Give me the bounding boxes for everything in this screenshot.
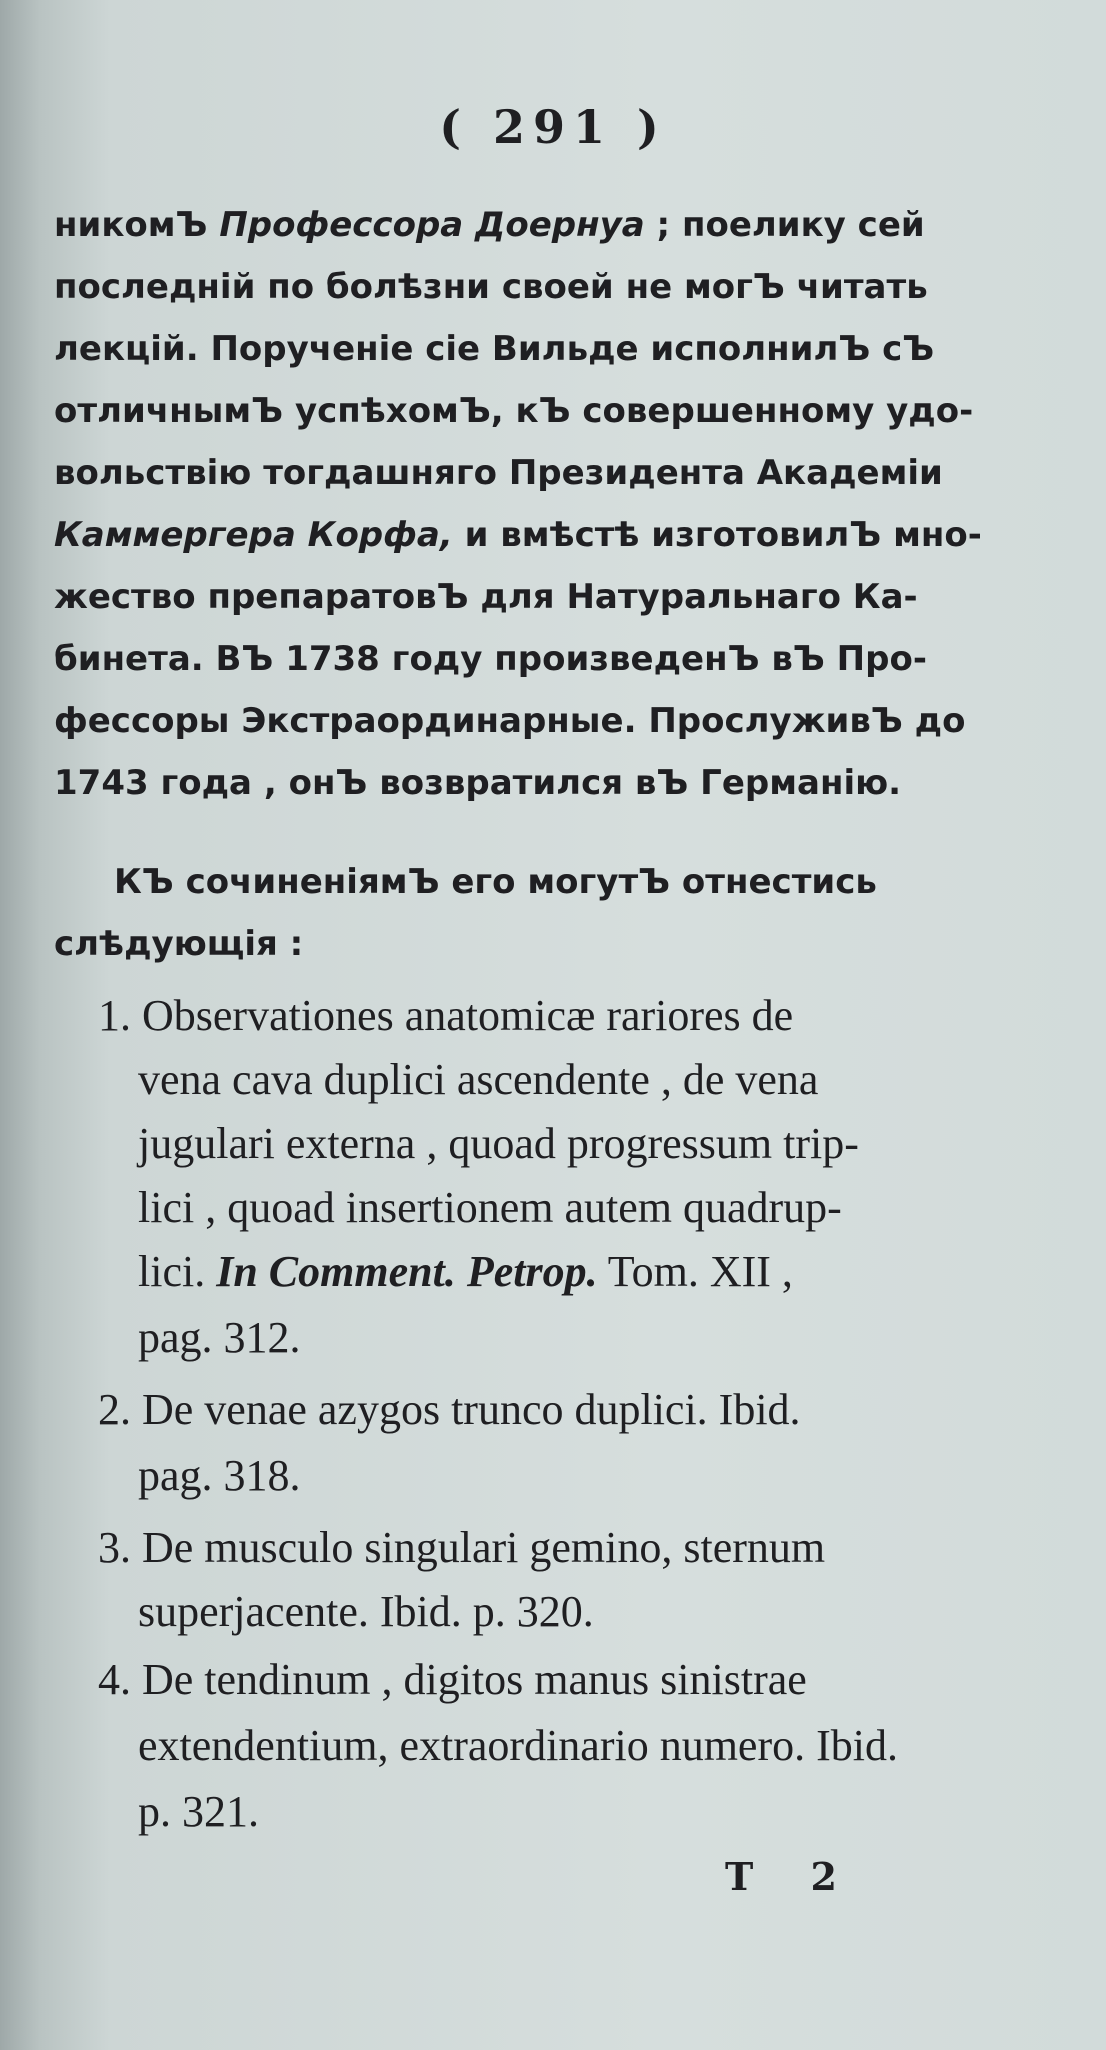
text-run: 1743 года , онЪ возвратился вЪ Германію. <box>54 763 902 803</box>
text-run: КЪ сочиненіямЪ его могутЪ отнестись <box>114 862 877 902</box>
text-run: p. 321. <box>138 1787 259 1836</box>
text-run: 4. De tendinum , digitos manus sinistrae <box>98 1655 807 1704</box>
text-line <box>54 267 928 307</box>
text-line <box>54 329 934 369</box>
text-run: и вмѣстѣ изготовилЪ мно- <box>452 515 982 555</box>
text-line <box>54 639 927 679</box>
text-run: 3. De musculo singulari gemino, sternum <box>98 1523 826 1572</box>
text-line <box>54 205 925 245</box>
text-run: отличнымЪ успѣхомЪ, кЪ совершенному удо- <box>54 391 974 431</box>
text-line <box>54 763 901 803</box>
text-line <box>98 1384 801 1435</box>
text-line <box>98 990 793 1041</box>
text-run: никомЪ <box>54 205 220 245</box>
text-run: superjacente. Ibid. p. 320. <box>138 1587 594 1636</box>
text-run: Tom. XII , <box>597 1247 793 1296</box>
text-line <box>54 924 303 964</box>
text-run: вольствію тогдашняго Президента Академіи <box>54 453 943 493</box>
text-line <box>138 1054 818 1105</box>
text-line <box>54 515 982 555</box>
text-line <box>138 1182 842 1233</box>
text-line <box>54 453 943 493</box>
text-run: жество препаратовЪ для Натуральнаго Ка- <box>54 577 918 617</box>
text-line <box>138 1246 793 1297</box>
text-line <box>138 1450 301 1501</box>
text-line <box>54 701 966 741</box>
text-run: Каммергера Корфа, <box>54 515 453 555</box>
text-line <box>138 1786 259 1837</box>
text-line <box>138 1720 898 1771</box>
signature-mark: T 2 <box>725 1854 859 1899</box>
text-run: vena cava duplici ascendente , de vena <box>138 1055 819 1104</box>
text-run: Профессора Доернуа <box>219 205 645 245</box>
text-line <box>114 862 877 902</box>
text-run: pag. 312. <box>138 1313 301 1362</box>
text-line <box>54 391 973 431</box>
text-run: последній по болѣзни своей не могЪ читать <box>54 267 928 307</box>
text-line <box>54 577 918 617</box>
text-run: jugulari externa , quoad progressum trip- <box>138 1119 859 1168</box>
text-run: In Comment. Petrop. <box>216 1247 598 1296</box>
text-line <box>138 1312 301 1363</box>
text-run: pag. 318. <box>138 1451 301 1500</box>
text-run: lici , quoad insertionem autem quadrup- <box>138 1183 842 1232</box>
text-line <box>98 1654 807 1705</box>
text-line <box>138 1118 859 1169</box>
text-run: 2. De venae azygos trunco duplici. Ibid. <box>98 1385 801 1434</box>
page-number: ( 291 ) <box>439 100 667 154</box>
text-line <box>98 1522 825 1573</box>
text-run: ; поелику сей <box>644 205 925 245</box>
text-run: слѣдующія : <box>54 924 304 964</box>
text-run: lici. <box>138 1247 217 1296</box>
text-run: бинета. ВЪ 1738 году произведенЪ вЪ Про- <box>54 639 927 679</box>
text-run: лекцій. Порученіе сіе Вильде исполнилЪ сЪ <box>54 329 935 369</box>
text-run: extendentium, extraordinario numero. Ibid. <box>138 1721 898 1770</box>
text-run: фессоры Экстраординарные. ПрослуживЪ до <box>54 701 966 741</box>
text-line <box>138 1586 594 1637</box>
text-run: 1. Observationes anatomicæ rariores de <box>98 991 794 1040</box>
